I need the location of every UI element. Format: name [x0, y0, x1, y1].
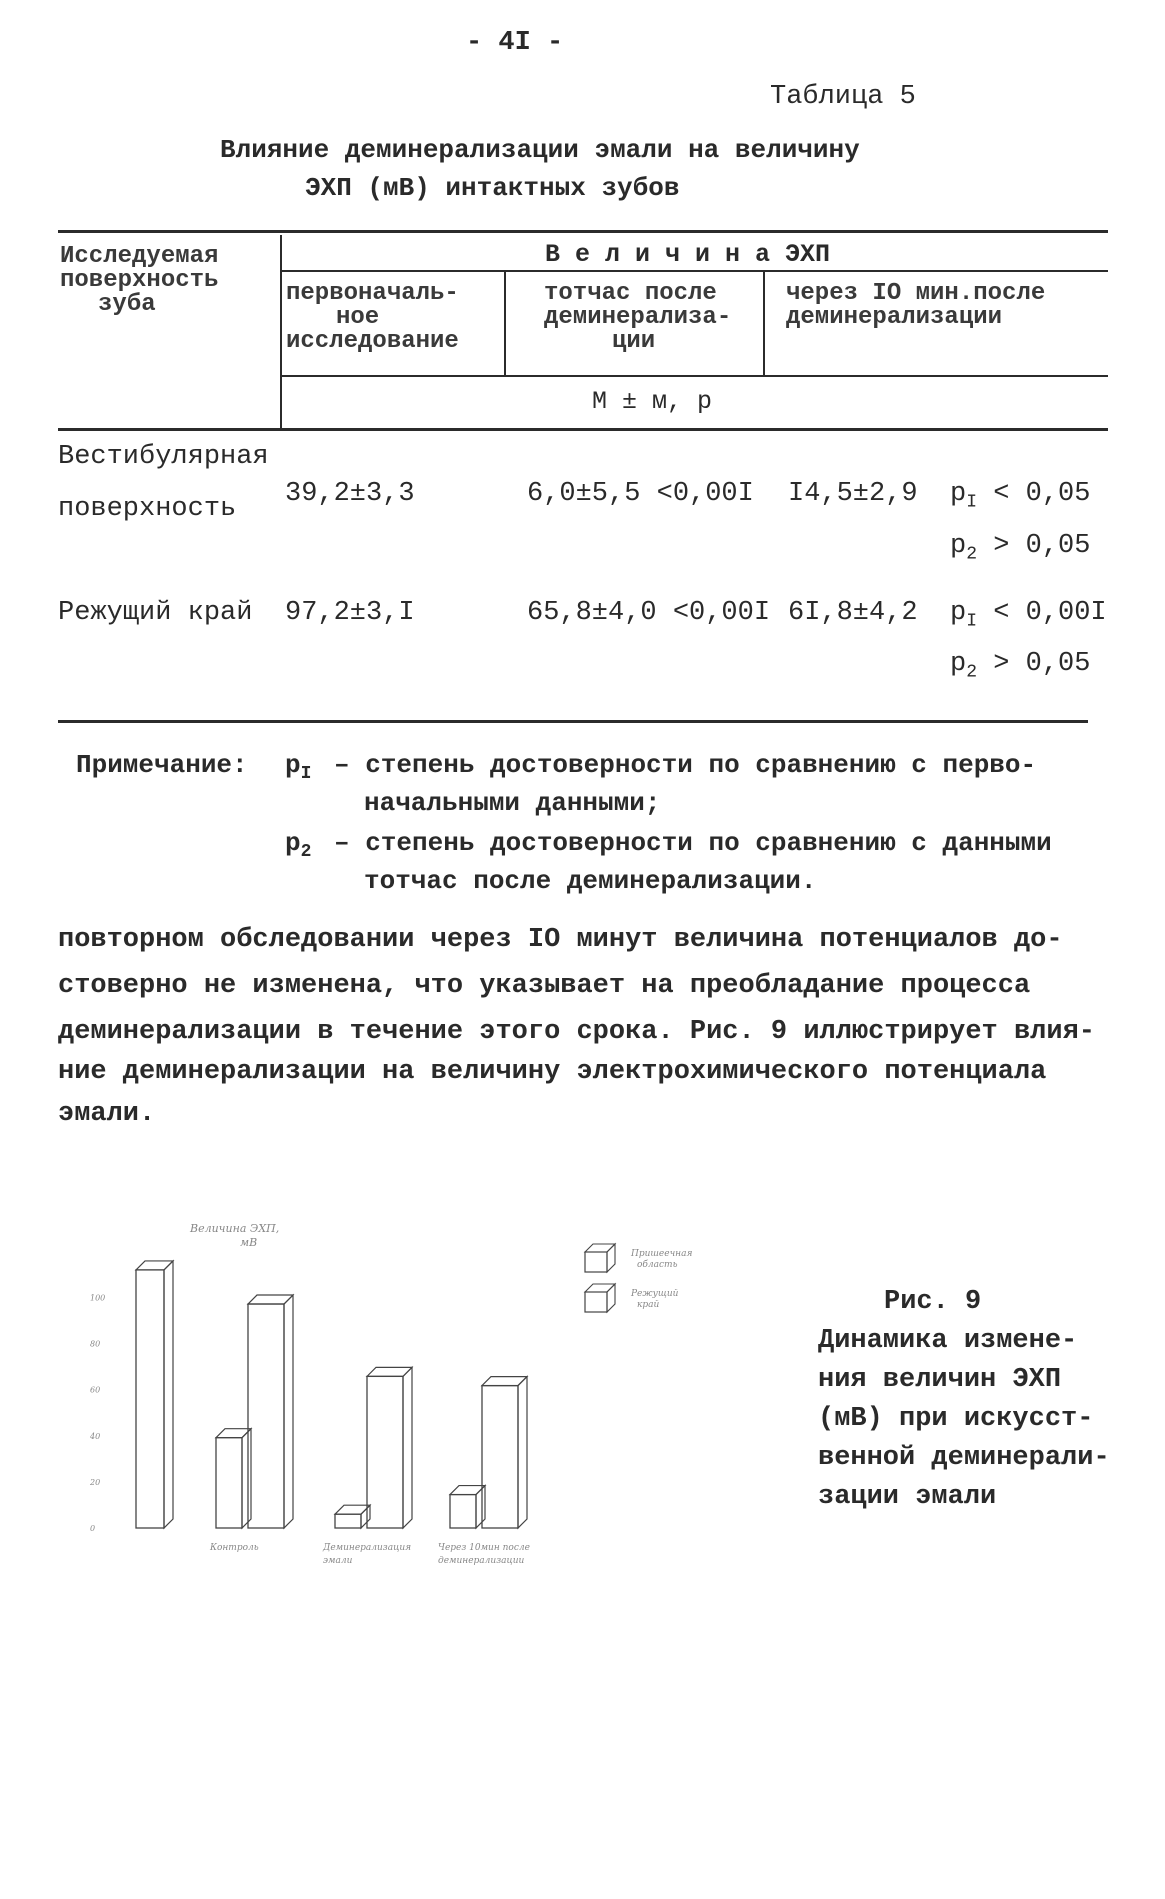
row-p1: $p_I < 0,00I$ [950, 598, 1107, 632]
row-later: 6I,8±4,2 [788, 598, 918, 628]
bar-пришеечная-область-side [476, 1486, 485, 1528]
bar-режущий-край [367, 1376, 403, 1528]
bar-режущий-край [482, 1386, 518, 1528]
row-p2: $p_2 > 0,05$ [950, 649, 1091, 683]
header-group-title: В е л и ч и н а ЭХП [545, 240, 831, 269]
category-label: Деминерализация [323, 1543, 412, 1553]
y-tick-label: 40 [90, 1431, 101, 1441]
bar-пришеечная-область-side [242, 1429, 251, 1528]
y-axis-label: мВ [240, 1236, 258, 1249]
bar-пришеечная-область-side [361, 1505, 370, 1528]
bar-режущий-край-side [403, 1367, 412, 1528]
y-tick-label: 80 [90, 1339, 101, 1349]
row-initial: 97,2±3,I [285, 598, 415, 628]
row-initial: 39,2±3,3 [285, 479, 415, 509]
col-divider-2 [504, 272, 506, 375]
legend-swatch [585, 1292, 607, 1312]
category-label: Контроль [210, 1543, 259, 1553]
legend-label: Пришеечная [631, 1249, 693, 1259]
y-tick-label: 100 [90, 1293, 106, 1303]
legend-swatch [585, 1252, 607, 1272]
header-stats: М ± м, р [592, 387, 713, 416]
row-p1: $p_I < 0,05$ [950, 479, 1091, 513]
row-after: 6,0±5,5 <0,00I [527, 479, 754, 509]
legend-swatch-side [607, 1284, 615, 1312]
row-later: I4,5±2,9 [788, 479, 918, 509]
header-after: тотчас после деминерализа- ции [544, 280, 732, 355]
row-surface: Режущий край [58, 598, 253, 628]
group-rule [280, 270, 1108, 272]
bar-пришеечная-область [216, 1438, 242, 1528]
bar-режущий-край-side [518, 1377, 527, 1528]
legend-label: Режущий [631, 1289, 679, 1299]
bar-режущий-край-top [248, 1295, 293, 1304]
y-tick-label: 0 [90, 1524, 96, 1533]
axis-bar [136, 1270, 164, 1528]
page-number: - 4I - [466, 28, 564, 58]
table-top-rule [58, 230, 1108, 233]
bar-режущий-край-top [367, 1367, 412, 1376]
category-label: Через 10мин после [438, 1543, 530, 1553]
axis-bar-side [164, 1261, 173, 1528]
header-later: через IO мин.после деминерализации [786, 280, 1046, 331]
note-p1-text: – степень достоверности по сравнению с перво- начальными данными; [334, 750, 1037, 818]
col-divider-1 [280, 235, 282, 428]
subheader-rule [280, 375, 1108, 377]
legend-label: край [637, 1300, 660, 1310]
figure-caption: Рис. 9 Динамика измене- ния величин ЭХП (мВ) при искусст- венной деминерали- зации эмали [818, 1287, 1110, 1512]
legend-label: область [637, 1260, 678, 1270]
row-after: 65,8±4,0 <0,00I [527, 598, 771, 628]
table-title-line2: ЭХП (мВ) интактных зубов [305, 173, 680, 203]
bar-режущий-край-side [284, 1295, 293, 1528]
note-p1-symbol: $p_I$ [285, 750, 312, 785]
body-paragraph: повторном обследовании через IO минут величина потенциалов до- стоверно не изменена, что указывает на преобладание процесса деминерализации в течение этого срока. Рис. 9 иллюстрирует влия- ние деминерализации на величину электрохимического потенциала эмали. [58, 925, 1095, 1129]
note-label: Примечание: [76, 750, 248, 780]
row-surface: Вестибулярная поверхность [58, 442, 269, 524]
figure-chart [90, 1210, 810, 1570]
category-label: эмали [323, 1556, 353, 1566]
bar-пришеечная-область [450, 1495, 476, 1528]
header-initial: первоначаль- ное исследование [286, 280, 459, 355]
table-title-line1: Влияние деминерализации эмали на величину [220, 135, 860, 165]
note-p2-text: – степень достоверности по сравнению с данными тотчас после деминерализации. [334, 828, 1052, 896]
y-axis-label: Величина ЭХП, [190, 1222, 280, 1235]
header-surface: Исследуемая поверхность зуба [60, 243, 219, 318]
row-p2: $p_2 > 0,05$ [950, 531, 1091, 565]
col-divider-3 [763, 272, 765, 375]
category-label: деминерализации [438, 1556, 525, 1566]
note-p2-symbol: $p_2$ [285, 828, 312, 863]
bar-режущий-край-top [482, 1377, 527, 1386]
header-bottom-rule [58, 428, 1108, 431]
bar-режущий-край [248, 1304, 284, 1528]
legend-swatch-side [607, 1244, 615, 1272]
bar-пришеечная-область [335, 1514, 361, 1528]
table-label: Таблица 5 [770, 82, 916, 112]
table-bottom-rule [58, 720, 1088, 723]
axis-bar-top [136, 1261, 173, 1270]
y-tick-label: 20 [90, 1477, 101, 1487]
y-tick-label: 60 [90, 1385, 101, 1395]
